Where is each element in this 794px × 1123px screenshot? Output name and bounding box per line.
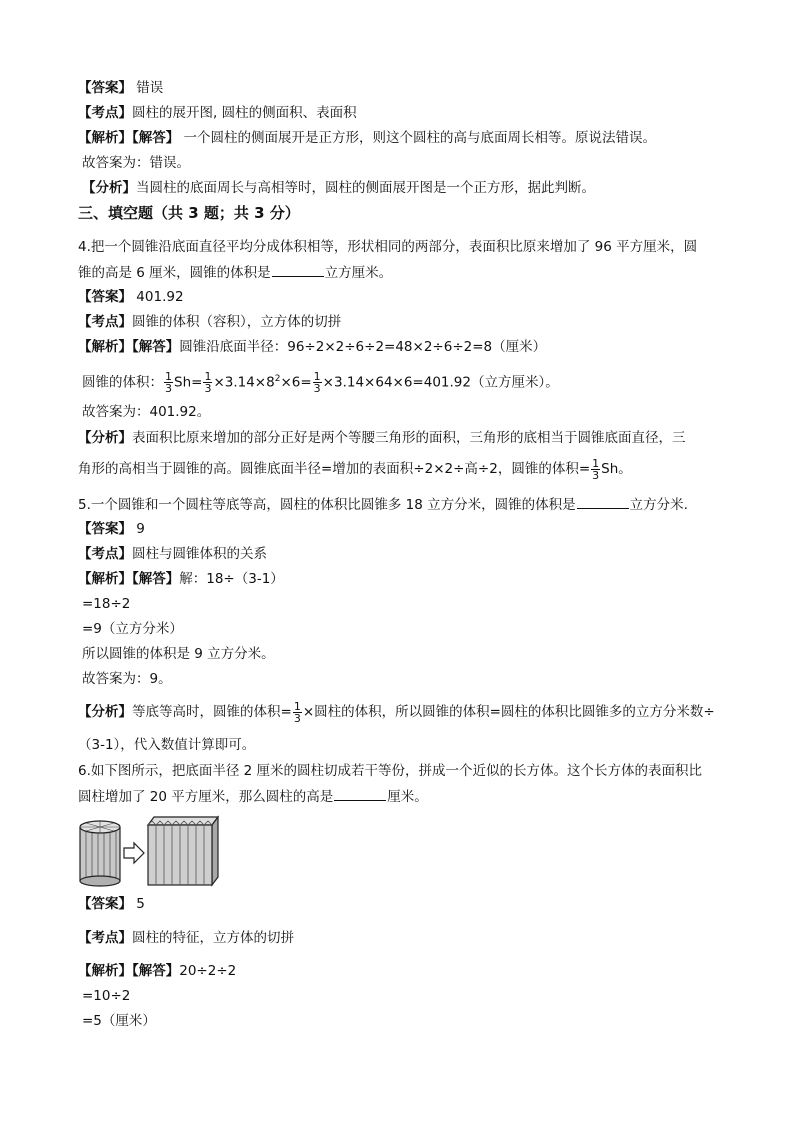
fraction-one-third xyxy=(203,371,212,394)
fenxi-text: 当圆柱的底面周长与高相等时，圆柱的侧面展开图是一个正方形，据此判断。 xyxy=(136,180,595,196)
q4-calc-line xyxy=(82,366,559,396)
q5-result-line: 故答案为：9。 xyxy=(82,671,172,687)
q5-fenxi-line2: （3-1），代入数值计算即可。 xyxy=(78,737,256,753)
fenxi-line2-pre: 角形的高相当于圆锥的高。圆锥底面半径=增加的表面积÷2×2÷高÷2，圆锥的体积= xyxy=(78,461,591,477)
frac-num: 1 xyxy=(592,456,600,470)
q4-fenxi-line1 xyxy=(78,428,686,448)
q5-step2: =9（立方分米） xyxy=(82,621,183,637)
answer-blank xyxy=(334,786,386,801)
q4-stem-line2 xyxy=(78,262,392,283)
jiexi-text: 一个圆柱的侧面展开是正方形，则这个圆柱的高与底面周长相等。原说法错误。 xyxy=(183,130,657,146)
kaodian-text: 圆锥的体积（容积），立方体的切拼 xyxy=(132,314,342,330)
frac-den: 3 xyxy=(165,382,172,395)
fenxi-tag: 【分析】 xyxy=(78,430,132,446)
q4-answer-line xyxy=(78,287,184,307)
calc-b: ×3.14×8 xyxy=(213,374,275,391)
fraction-one-third xyxy=(293,701,302,724)
q5-fenxi-line1 xyxy=(78,699,715,725)
kaodian-tag: 【考点】 xyxy=(78,105,132,121)
fenxi-tag: 【分析】 xyxy=(82,180,136,196)
answer-tag: 【答案】 xyxy=(78,896,132,912)
answer-value: 9 xyxy=(136,521,145,537)
q6-stem-line2 xyxy=(78,786,428,807)
q6-step1: =10÷2 xyxy=(82,988,131,1004)
q4-stem-line1: 4.把一个圆锥沿底面直径平均分成体积相等，形状相同的两部分，表面积比原来增加了 96 平方厘米，圆 xyxy=(78,239,698,255)
q3-result-line: 故答案为：错误。 xyxy=(82,155,190,171)
fenxi-post: ×圆柱的体积，所以圆锥的体积=圆柱的体积比圆锥多的立方分米数÷ xyxy=(302,704,715,720)
jiexi-tag: 【解析】【解答】 xyxy=(78,963,180,979)
jiexi-text: 20÷2÷2 xyxy=(179,963,237,979)
q6-kaodian-line xyxy=(78,928,294,948)
fraction-one-third xyxy=(591,458,600,481)
calc-d: ×3.14×64×6=401.92（立方厘米）。 xyxy=(322,374,559,391)
frac-num: 1 xyxy=(204,370,212,383)
q5-kaodian-line xyxy=(78,544,267,564)
q6-jiexi-line xyxy=(78,961,236,981)
arrow-right-icon xyxy=(124,843,144,863)
answer-value: 错误 xyxy=(136,80,164,96)
q4-stem-post: 立方厘米。 xyxy=(324,265,393,281)
cuboid-illustration xyxy=(148,817,218,885)
cylinder-illustration xyxy=(80,821,120,886)
q6-step2: =5（厘米） xyxy=(82,1013,156,1029)
q4-fenxi-line2 xyxy=(78,456,632,482)
q5-stem-post: 立方分米. xyxy=(629,497,688,513)
calc-c: ×6= xyxy=(280,374,312,391)
jiexi-text: 解：18÷（3-1） xyxy=(179,571,284,587)
frac-den: 3 xyxy=(313,382,321,395)
q5-jiexi-line xyxy=(78,569,284,589)
q5-stem-line xyxy=(78,494,688,515)
kaodian-text: 圆柱的特征，立方体的切拼 xyxy=(132,930,294,946)
kaodian-text: 圆柱与圆锥体积的关系 xyxy=(132,546,267,562)
frac-num: 1 xyxy=(313,370,321,383)
answer-tag: 【答案】 xyxy=(78,80,132,96)
kaodian-tag: 【考点】 xyxy=(78,546,132,562)
fenxi-line2-post: Sh。 xyxy=(601,461,632,477)
answer-value: 5 xyxy=(136,896,145,912)
q4-result-line: 故答案为：401.92。 xyxy=(82,404,211,420)
q3-kaodian-line xyxy=(78,103,357,123)
q6-stem-post: 厘米。 xyxy=(387,789,428,805)
calc-sup: 2 xyxy=(274,374,281,384)
calc-pre: 圆锥的体积： xyxy=(82,374,163,391)
fraction-one-third xyxy=(164,371,173,394)
kaodian-tag: 【考点】 xyxy=(78,930,132,946)
answer-blank xyxy=(272,262,324,277)
q4-stem-pre: 锥的高是 6 厘米，圆锥的体积是 xyxy=(78,265,271,281)
answer-blank xyxy=(577,494,629,509)
answer-tag: 【答案】 xyxy=(78,521,132,537)
section-title: 三、填空题（共 3 题；共 3 分） xyxy=(78,204,300,222)
q3-jiexi-line xyxy=(78,128,656,148)
jiexi-tag: 【解析】【解答】 xyxy=(78,130,180,146)
frac-den: 3 xyxy=(592,468,600,482)
q4-jiexi-line xyxy=(78,337,546,357)
fenxi-pre: 等底等高时，圆锥的体积= xyxy=(132,704,292,720)
q5-stem-pre: 5.一个圆锥和一个圆柱等底等高，圆柱的体积比圆锥多 18 立方分米，圆锥的体积是 xyxy=(78,497,576,513)
frac-num: 1 xyxy=(293,699,301,713)
fenxi-tag: 【分析】 xyxy=(78,704,132,720)
answer-tag: 【答案】 xyxy=(78,289,132,305)
q6-stem-line1: 6.如下图所示，把底面半径 2 厘米的圆柱切成若干等份，拼成一个近似的长方体。这个长方体的表面积比 xyxy=(78,763,703,779)
kaodian-text: 圆柱的展开图, 圆柱的侧面积、表面积 xyxy=(132,105,357,121)
jiexi-tag: 【解析】【解答】 xyxy=(78,571,180,587)
q3-fenxi-line xyxy=(82,178,595,198)
fraction-one-third xyxy=(313,371,322,394)
q4-kaodian-line xyxy=(78,312,341,332)
frac-den: 3 xyxy=(293,711,301,725)
kaodian-tag: 【考点】 xyxy=(78,314,132,330)
q3-answer-line xyxy=(78,78,163,98)
q6-stem-pre: 圆柱增加了 20 平方厘米，那么圆柱的高是 xyxy=(78,789,334,805)
frac-num: 1 xyxy=(165,370,172,383)
jiexi-text: 圆锥沿底面半径：96÷2×2÷6÷2=48×2÷6÷2=8（厘米） xyxy=(179,339,547,355)
answer-value: 401.92 xyxy=(136,289,184,305)
q6-answer-line xyxy=(78,894,145,914)
fenxi-text: 表面积比原来增加的部分正好是两个等腰三角形的面积，三角形的底相当于圆锥底面直径，三 xyxy=(132,430,686,446)
calc-a: Sh= xyxy=(174,374,203,391)
q5-answer-line xyxy=(78,519,145,539)
jiexi-tag: 【解析】【解答】 xyxy=(78,339,180,355)
frac-den: 3 xyxy=(204,382,212,395)
q5-conclusion: 所以圆锥的体积是 9 立方分米。 xyxy=(82,646,275,662)
cylinder-to-cuboid-figure xyxy=(78,815,220,887)
q5-step1: =18÷2 xyxy=(82,596,131,612)
